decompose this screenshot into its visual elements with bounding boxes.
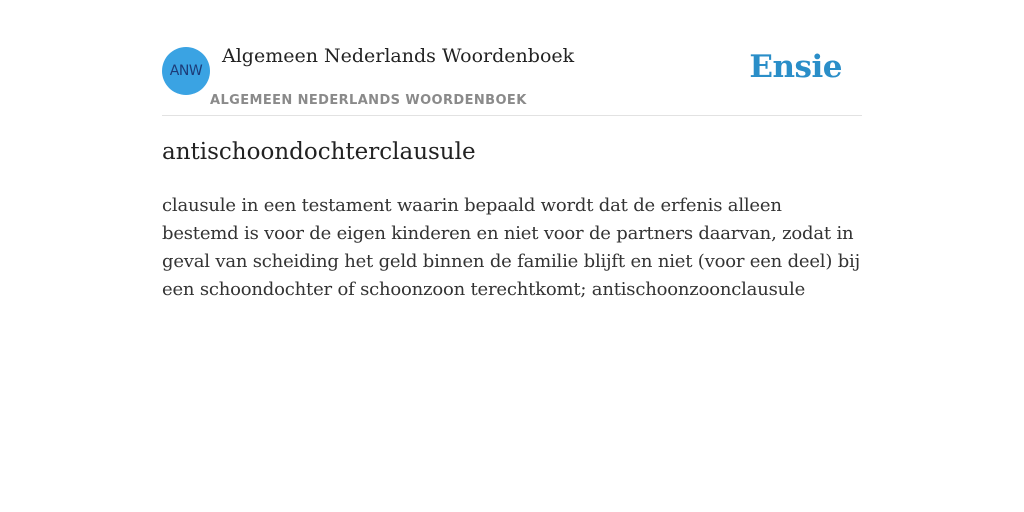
source-logo[interactable] bbox=[162, 47, 210, 95]
source-subtitle: ALGEMEEN NEDERLANDS WOORDENBOEK bbox=[210, 93, 527, 108]
entry-header bbox=[162, 0, 862, 116]
entry-term: antischoondochterclausule bbox=[162, 139, 476, 165]
source-logo-text: ANW bbox=[169, 63, 203, 79]
source-title[interactable]: Algemeen Nederlands Woordenboek bbox=[222, 45, 575, 67]
ensie-logo-link[interactable]: Ensie bbox=[749, 49, 842, 85]
entry-definition: clausule in een testament waarin bepaald wordt dat de erfenis alleen bestemd is voor de eigen kinderen en niet voor de partners daarvan, zodat in geval van scheiding het geld binnen de familie blijft en niet (voor een deel) bij een schoondochter of schoonzoon terechtkomt; antischoonzoonclausule bbox=[162, 195, 860, 300]
entry-card bbox=[162, 0, 862, 300]
